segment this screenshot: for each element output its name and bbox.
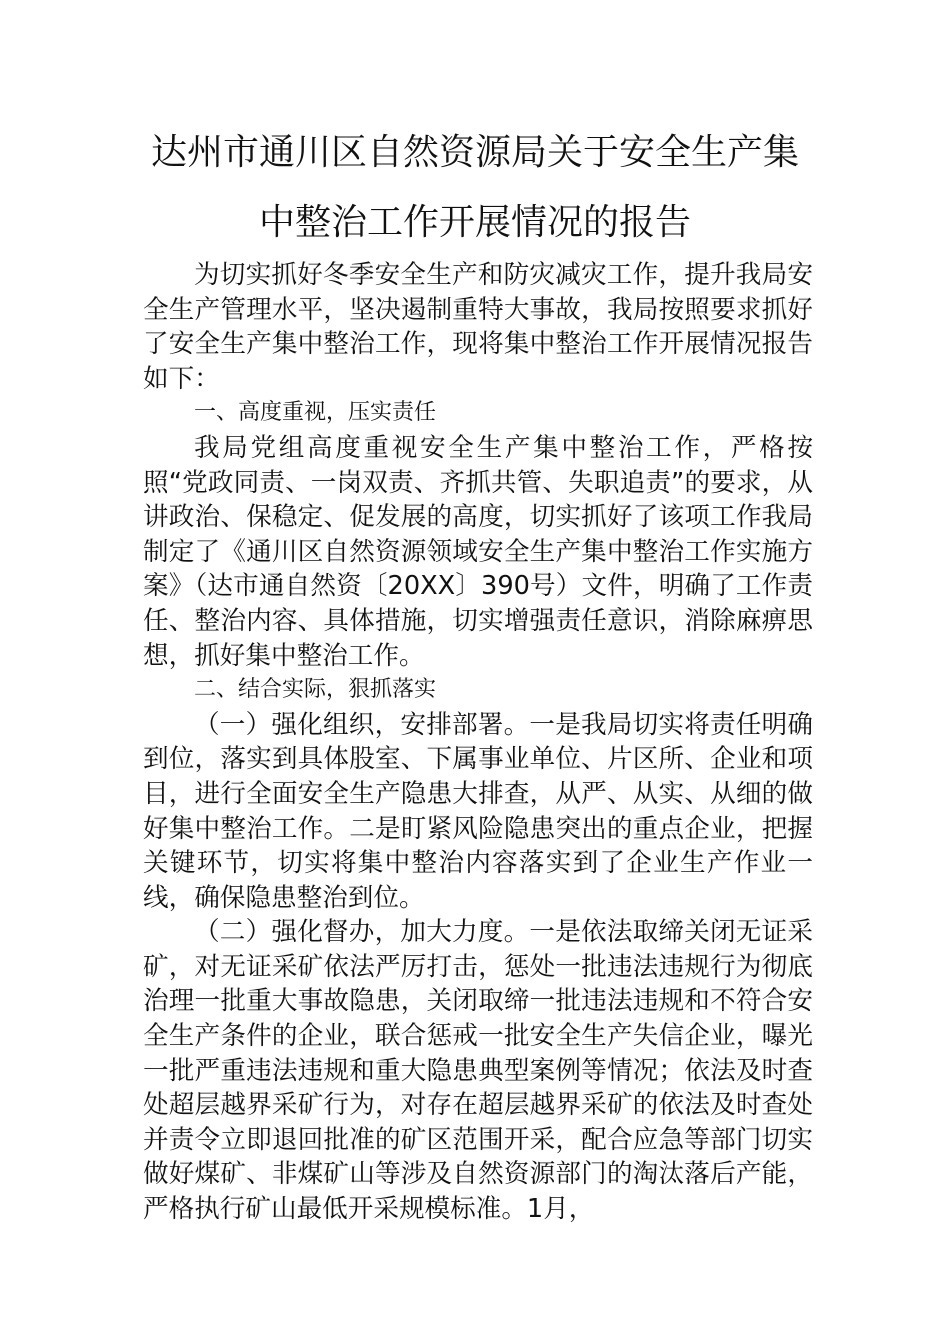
section-2-heading: 二、结合实际，狠抓落实 — [194, 677, 437, 703]
section-1-paragraph: 我局党组高度重视安全生产集中整治工作，严格按照“党政同责、一岗双责、齐抓共管、失职追责”的要求，从讲政治、保稳定、促发展的高度，切实抓好了该项工作我局制定了《通川区自然资源领域安全生产集中整治工作实施方案》（达市通自然资〔20XX〕390号）文件，明确了工作责任、整治内容、具体措施，切实增强责任意识，消除麻痹思想，抓好集中整治工作。 — [143, 432, 813, 671]
document-title-line-1: 达州市通川区自然资源局关于安全生产集 — [150, 132, 799, 173]
section-1-heading: 一、高度重视，压实责任 — [194, 400, 437, 426]
section-2-paragraph-2: （二）强化督办，加大力度。一是依法取缔关闭无证采矿，对无证采矿依法严厉打击，惩处一批违法违规行为彻底治理一批重大事故隐患，关闭取缔一批违法违规和不符合安全生产条件的企业，联合惩戒一批安全生产失信企业，曝光一批严重违法违规和重大隐患典型案例等情况；依法及时查处超层越界采矿行为，对存在超层越界采矿的依法及时查处并责令立即退回批准的矿区范围开采，配合应急等部门切实做好煤矿、非煤矿山等涉及自然资源部门的淘汰落后产能，严格执行矿山最低开采规模标准。1月， — [143, 917, 813, 1225]
document-title-line-2: 中整治工作开展情况的报告 — [258, 202, 691, 243]
section-2-paragraph-1: （一）强化组织，安排部署。一是我局切实将责任明确到位，落实到具体股室、下属事业单位、片区所、企业和项目，进行全面安全生产隐患大排查，从严、从实、从细的做好集中整治工作。二是盯紧风险隐患突出的重点企业，把握关键环节，切实将集中整治内容落实到了企业生产作业一线，确保隐患整治到位。 — [143, 709, 813, 913]
intro-paragraph: 为切实抓好冬季安全生产和防灾减灾工作，提升我局安全生产管理水平，坚决遏制重特大事故，我局按照要求抓好了安全生产集中整治工作，现将集中整治工作开展情况报告如下： — [143, 260, 813, 394]
document-body — [143, 258, 813, 1227]
